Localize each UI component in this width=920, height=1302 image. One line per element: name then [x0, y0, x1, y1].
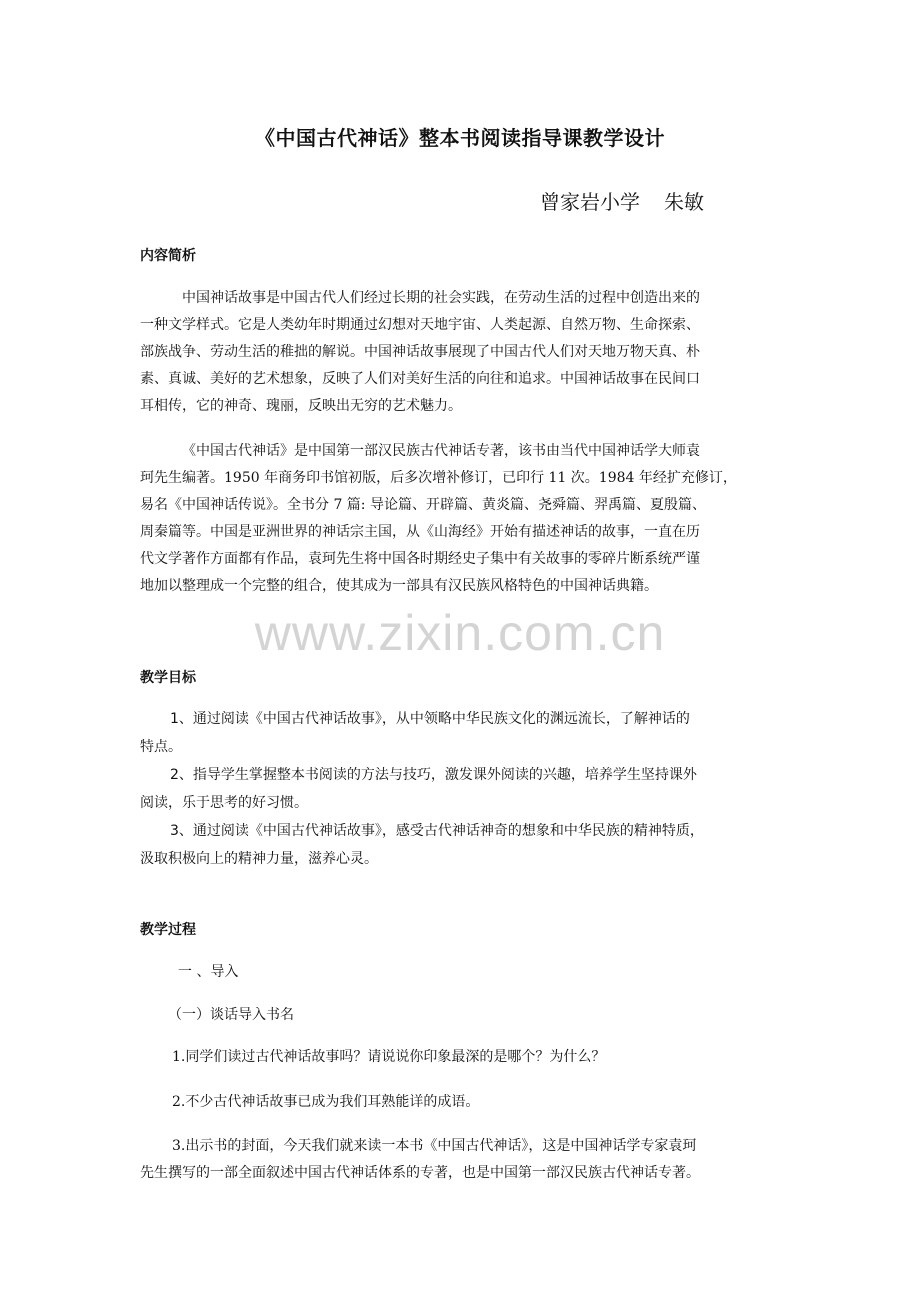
paragraph-line: 《中国古代神话》是中国第一部汉民族古代神话专著，该书由当代中国神话学大师袁 — [182, 443, 700, 459]
paragraph-line: 周秦篇等。中国是亚洲世界的神话宗主国，从《山海经》开始有描述神话的故事，一直在历 — [140, 524, 700, 540]
objective-line: 3、通过阅读《中国古代神话故事》，感受古代神话神奇的想象和中华民族的精神特质， — [170, 823, 704, 839]
document-author — [540, 186, 704, 215]
document-title: 《中国古代神话》整本书阅读指导课教学设计 — [255, 126, 665, 150]
process-item: 先生撰写的一部全面叙述中国古代神话体系的专著，也是中国第一部汉民族古代神话专著。 — [140, 1165, 700, 1181]
objective-line: 汲取积极向上的精神力量，滋养心灵。 — [140, 851, 378, 867]
paragraph-line: 代文学著作方面都有作品，袁珂先生将中国各时期经史子集中有关故事的零碎片断系统严谨 — [140, 551, 700, 567]
objective-line: 2、指导学生掌握整本书阅读的方法与技巧，激发课外阅读的兴趣，培养学生坚持课外 — [170, 767, 697, 783]
process-subheading: （一）谈话导入书名 — [168, 1007, 294, 1023]
objective-line: 阅读，乐于思考的好习惯。 — [140, 795, 308, 811]
paragraph-line: 中国神话故事是中国古代人们经过长期的社会实践，在劳动生活的过程中创造出来的 — [182, 290, 700, 306]
paragraph-line: 耳相传，它的神奇、瑰丽，反映出无穷的艺术魅力。 — [140, 398, 462, 414]
paragraph-line: 一种文学样式。它是人类幼年时期通过幻想对天地宇宙、人类起源、自然万物、生命探索、 — [140, 317, 700, 333]
paragraph-line: 易名《中国神话传说》。全书分 7 篇: 导论篇、开辟篇、黄炎篇、尧舜篇、羿禹篇、夏殷篇、 — [140, 497, 706, 513]
paragraph-line: 珂先生编著。1950 年商务印书馆初版，后多次增补修订，已印行 11 次。1984 年经扩充修订， — [140, 470, 737, 486]
process-item: 3.出示书的封面，今天我们就来读一本书《中国古代神话》，这是中国神话学专家袁珂 — [172, 1138, 697, 1154]
process-step-heading: 一 、导入 — [178, 964, 239, 980]
paragraph-line: 部族战争、劳动生活的稚拙的解说。中国神话故事展现了中国古代人们对天地万物天真、朴 — [140, 344, 700, 360]
author-school: 曾家岩小学 — [540, 190, 640, 214]
section-heading-objectives: 教学目标 — [140, 670, 196, 686]
section-heading-content-analysis: 内容简析 — [140, 248, 196, 264]
objective-line: 特点。 — [140, 739, 182, 755]
paragraph-line: 地加以整理成一个完整的组合，使其成为一部具有汉民族风格特色的中国神话典籍。 — [140, 578, 658, 594]
author-name: 朱敏 — [664, 190, 704, 214]
process-item: 1.同学们读过古代神话故事吗？请说说你印象最深的是哪个？为什么？ — [172, 1049, 606, 1065]
section-heading-process: 教学过程 — [140, 922, 196, 938]
objective-line: 1、通过阅读《中国古代神话故事》，从中领略中华民族文化的渊远流长，了解神话的 — [170, 711, 690, 727]
paragraph-line: 素、真诚、美好的艺术想象，反映了人们对美好生活的向往和追求。中国神话故事在民间口 — [140, 371, 700, 387]
process-item: 2.不少古代神话故事已成为我们耳熟能详的成语。 — [172, 1094, 480, 1110]
watermark-text: www.zixin.com.cn — [254, 605, 666, 661]
